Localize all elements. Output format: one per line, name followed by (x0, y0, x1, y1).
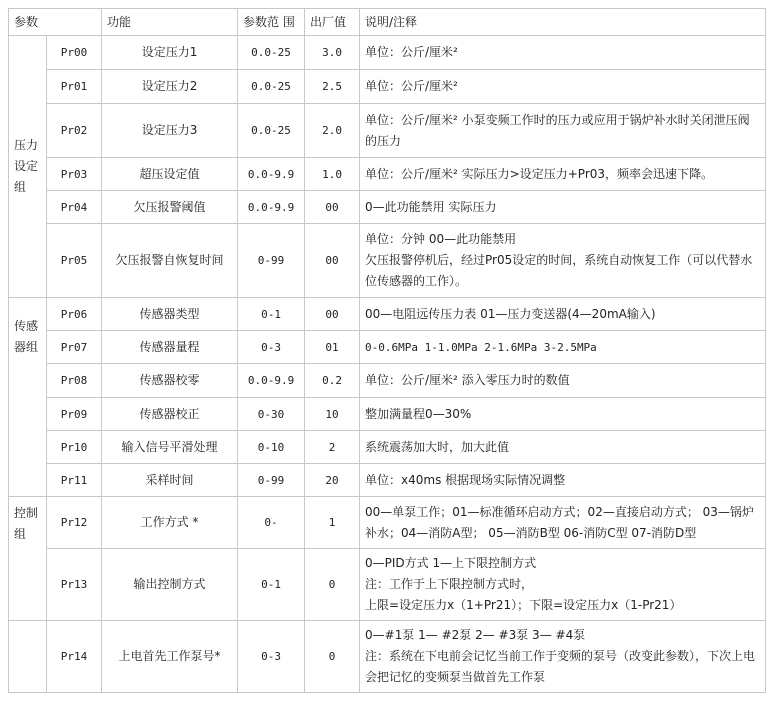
header-param: 参数 (9, 9, 102, 36)
param-code: Pr14 (47, 621, 102, 693)
header-note: 说明/注释 (360, 9, 766, 36)
param-code: Pr07 (47, 331, 102, 364)
param-default: 00 (305, 298, 360, 331)
param-code: Pr10 (47, 431, 102, 464)
note-line: 上限=设定压力x（1+Pr21）；下限=设定压力x（1-Pr21） (365, 598, 682, 612)
note-line: 整加满量程0—30% (365, 406, 472, 421)
param-default: 1.0 (305, 158, 360, 191)
note-line: 0—#1泵 1— #2泵 2— #3泵 3— #4泵 (365, 628, 586, 642)
param-function: 欠压报警阈值 (102, 191, 238, 224)
param-range: 0.0-25 (238, 104, 305, 158)
param-function: 输出控制方式 (102, 549, 238, 621)
param-range: 0-10 (238, 431, 305, 464)
param-code: Pr12 (47, 497, 102, 549)
table-row (9, 464, 766, 497)
param-range: 0.0-9.9 (238, 158, 305, 191)
param-function: 采样时间 (102, 464, 238, 497)
param-note (360, 497, 766, 549)
group-control: 控制组 (9, 497, 47, 621)
header-default: 出厂值 (305, 9, 360, 36)
group-sensor: 传感器组 (9, 298, 47, 497)
param-note (360, 158, 766, 191)
table-row (9, 70, 766, 104)
param-default: 2 (305, 431, 360, 464)
param-range: 0-3 (238, 621, 305, 693)
param-range: 0.0-25 (238, 70, 305, 104)
param-code: Pr13 (47, 549, 102, 621)
param-range: 0.0-25 (238, 36, 305, 70)
note-line: 单位：公斤/厘米² (365, 79, 458, 93)
param-note (360, 364, 766, 398)
param-default: 20 (305, 464, 360, 497)
param-note (360, 549, 766, 621)
param-default: 10 (305, 398, 360, 431)
param-range: 0-99 (238, 224, 305, 298)
param-note (360, 298, 766, 331)
param-function: 输入信号平滑处理 (102, 431, 238, 464)
note-line: 单位：公斤/厘米² (365, 45, 458, 59)
note-line: 单位：x40ms 根据现场实际情况调整 (365, 472, 566, 487)
note-line: 单位：分钟 00—此功能禁用 (365, 232, 517, 246)
param-default: 01 (305, 331, 360, 364)
param-code: Pr11 (47, 464, 102, 497)
note-line: 0-0.6MPa 1-1.0MPa 2-1.6MPa 3-2.5MPa (365, 340, 597, 354)
param-note (360, 398, 766, 431)
note-line: 注：系统在下电前会记忆当前工作于变频的泵号（改变此参数），下次上电会把记忆的变频泵当做首先工作泵 (365, 649, 756, 684)
param-range: 0-3 (238, 331, 305, 364)
table-row (9, 431, 766, 464)
param-code: Pr04 (47, 191, 102, 224)
table-row (9, 398, 766, 431)
param-function: 上电首先工作泵号* (102, 621, 238, 693)
param-range: 0-1 (238, 549, 305, 621)
note-line: 单位：公斤/厘米² 小泵变频工作时的压力或应用于锅炉补水时关闭泄压阀的压力 (365, 112, 750, 148)
param-default: 0 (305, 621, 360, 693)
param-function: 传感器类型 (102, 298, 238, 331)
param-default: 3.0 (305, 36, 360, 70)
group-pressure: 压力设定组 (9, 36, 47, 298)
param-code: Pr05 (47, 224, 102, 298)
param-default: 00 (305, 191, 360, 224)
param-note (360, 331, 766, 364)
note-line: 单位：公斤/厘米² 实际压力>设定压力+Pr03，频率会迅速下降。 (365, 166, 714, 181)
table-row (9, 36, 766, 70)
param-default: 2.0 (305, 104, 360, 158)
param-default: 2.5 (305, 70, 360, 104)
param-function: 设定压力2 (102, 70, 238, 104)
note-line: 00—电阻远传压力表 01—压力变送器(4—20mA输入) (365, 306, 656, 321)
param-note (360, 464, 766, 497)
param-range: 0-30 (238, 398, 305, 431)
param-function: 欠压报警自恢复时间 (102, 224, 238, 298)
param-code: Pr03 (47, 158, 102, 191)
note-line: 0—PID方式 1—上下限控制方式 (365, 556, 537, 570)
param-note (360, 104, 766, 158)
param-default: 0.2 (305, 364, 360, 398)
param-default: 0 (305, 549, 360, 621)
param-code: Pr06 (47, 298, 102, 331)
header-range: 参数范 围 (238, 9, 305, 36)
param-note (360, 36, 766, 70)
header-function: 功能 (102, 9, 238, 36)
param-note (360, 621, 766, 693)
group-empty (9, 621, 47, 693)
param-function: 传感器量程 (102, 331, 238, 364)
note-line: 欠压报警停机后，经过Pr05设定的时间，系统自动恢复工作（可以代替水位传感器的工作）。 (365, 253, 753, 288)
note-line: 00—单泵工作；01—标准循环启动方式；02—直接启动方式； 03—锅炉补水；04—消防A型； 05—消防B型 06-消防C型 07-消防D型 (365, 504, 754, 540)
param-function: 设定压力3 (102, 104, 238, 158)
param-code: Pr08 (47, 364, 102, 398)
table-row (9, 621, 766, 693)
note-line: 注：工作于上下限控制方式时， (365, 577, 534, 591)
param-range: 0.0-9.9 (238, 191, 305, 224)
header-row (9, 9, 766, 36)
table-row (9, 224, 766, 298)
param-code: Pr00 (47, 36, 102, 70)
table-row (9, 331, 766, 364)
param-code: Pr01 (47, 70, 102, 104)
parameter-table (8, 8, 766, 693)
param-function: 工作方式 * (102, 497, 238, 549)
table-row (9, 191, 766, 224)
table-row (9, 104, 766, 158)
param-range: 0-99 (238, 464, 305, 497)
param-function: 超压设定值 (102, 158, 238, 191)
table-row (9, 497, 766, 549)
param-note (360, 431, 766, 464)
note-line: 0—此功能禁用 实际压力 (365, 199, 497, 214)
param-function: 传感器校零 (102, 364, 238, 398)
param-code: Pr09 (47, 398, 102, 431)
param-default: 1 (305, 497, 360, 549)
table-row (9, 158, 766, 191)
param-range: 0.0-9.9 (238, 364, 305, 398)
note-line: 单位：公斤/厘米² 添入零压力时的数值 (365, 373, 570, 387)
param-function: 传感器校正 (102, 398, 238, 431)
param-default: 00 (305, 224, 360, 298)
note-line: 系统震荡加大时，加大此值 (365, 439, 510, 454)
table-row (9, 298, 766, 331)
param-function: 设定压力1 (102, 36, 238, 70)
param-code: Pr02 (47, 104, 102, 158)
table-row (9, 364, 766, 398)
param-note (360, 224, 766, 298)
param-note (360, 70, 766, 104)
table-row (9, 549, 766, 621)
param-range: 0-1 (238, 298, 305, 331)
param-range: 0- (238, 497, 305, 549)
param-note (360, 191, 766, 224)
